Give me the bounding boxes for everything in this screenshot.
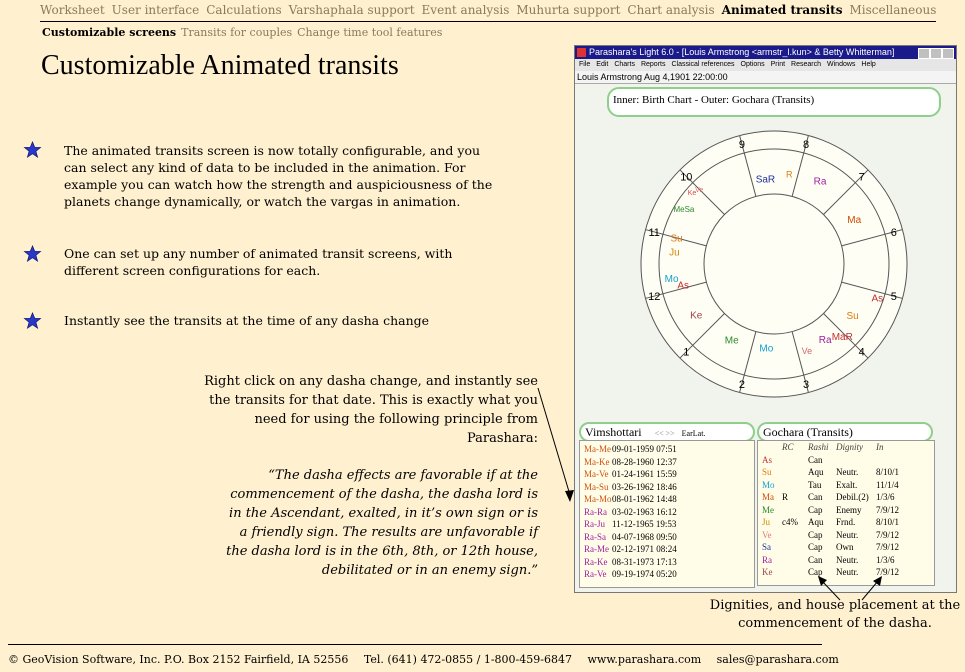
window-menubar: [575, 59, 956, 71]
menu-options[interactable]: Options: [740, 61, 765, 68]
house-number: 9: [738, 139, 745, 152]
gochara-cell-dg: Neutr.: [836, 467, 859, 477]
window-titlebar: [575, 46, 956, 59]
menu-research[interactable]: Research: [791, 61, 822, 68]
dasha-row[interactable]: [584, 456, 754, 469]
transit-planet-mar[interactable]: MaR: [831, 331, 853, 343]
subnav-item-change-time-tool-features[interactable]: Change time tool features: [297, 26, 443, 39]
chart-label: Inner: Birth Chart - Outer: Gochara (Transits): [613, 94, 815, 106]
gochara-cell-in: 1/3/6: [876, 554, 895, 565]
dasha-period: Ra-Ve: [584, 569, 607, 579]
footer-email-link[interactable]: sales@parashara.com: [716, 653, 839, 666]
dasha-date: 08-28-1960 12:37: [612, 456, 677, 467]
dasha-row[interactable]: [584, 493, 754, 506]
gochara-cell-r: Can: [808, 554, 823, 565]
nav-item-miscellaneous[interactable]: Miscellaneous: [849, 3, 937, 17]
house-number: 1: [683, 346, 690, 359]
maximize-icon[interactable]: [930, 48, 942, 59]
star-bullet-icon: [24, 141, 41, 158]
gochara-cell-in: 7/9/12: [876, 542, 900, 552]
star-bullet-icon: [24, 245, 41, 262]
gochara-row: [762, 541, 934, 554]
gochara-title: Gochara (Transits): [763, 425, 853, 439]
nav-item-chart-analysis[interactable]: Chart analysis: [627, 3, 715, 17]
house-number: 6: [890, 226, 897, 239]
dasha-date: 02-12-1971 08:24: [612, 544, 677, 554]
transit-planet-su[interactable]: Su: [670, 233, 683, 245]
dasha-period: Ma-Ve: [584, 469, 609, 479]
house-number: 7: [858, 171, 865, 184]
transit-planet-mesa[interactable]: MeSa: [673, 205, 695, 214]
sub-nav: [42, 26, 447, 39]
gochara-cell-p: Sa: [762, 542, 771, 552]
gochara-cell-r: Tau: [808, 479, 822, 490]
natal-planet-r[interactable]: R: [786, 169, 793, 180]
dasha-row[interactable]: [584, 506, 754, 519]
gochara-cell-r: Cap: [808, 529, 823, 540]
dasha-row[interactable]: [584, 518, 754, 531]
gochara-row: [762, 491, 934, 504]
menu-windows[interactable]: Windows: [827, 61, 856, 68]
star-bullet-icon: [24, 312, 41, 329]
gochara-cell-dg: Neutr.: [836, 567, 859, 577]
dasha-period: Ma-Me: [584, 444, 611, 454]
dasha-date: 09-01-1959 07:51: [612, 444, 677, 454]
vimshottari-title: Vimshottari: [585, 425, 642, 439]
house-number: 8: [803, 139, 810, 152]
dasha-period: Ma-Su: [584, 481, 609, 492]
gochara-row: [762, 554, 934, 567]
dasha-row[interactable]: [584, 531, 754, 544]
gochara-row: [762, 529, 934, 542]
dasha-date: 01-24-1961 15:59: [612, 469, 677, 479]
natal-planet-sar[interactable]: SaR: [755, 174, 776, 186]
house-number: 12: [648, 291, 661, 304]
window-body: [575, 84, 956, 592]
dignities-note: Dignities, and house placement at the commencement of the dasha.: [709, 598, 961, 631]
menu-help[interactable]: Help: [861, 61, 876, 68]
dasha-period: Ra-Sa: [584, 531, 606, 542]
gochara-row: [762, 516, 934, 529]
vimshottari-dasha-list: [579, 440, 755, 588]
menu-reports[interactable]: Reports: [640, 61, 666, 68]
bullet-text-configurable: The animated transits screen is now totally configurable, and you can select any kind of data to be included in the animation. For example you can watch how the strength and auspiciousness of the planets change dynamically, or watch the vargas in animation.: [64, 143, 493, 209]
gochara-cell-r: Cap: [808, 567, 823, 577]
menu-charts[interactable]: Charts: [614, 61, 635, 68]
dasha-row[interactable]: [584, 556, 754, 569]
gochara-cell-dg: Own: [836, 542, 854, 552]
dignity-arrows-icon: [800, 572, 890, 604]
nav-item-user-interface[interactable]: User interface: [111, 3, 200, 17]
natal-planet-ra[interactable]: Ra: [813, 176, 827, 188]
gochara-cell-p: Ra: [762, 554, 772, 565]
transit-planet-as[interactable]: As: [871, 293, 884, 305]
window-title: Parashara's Light 6.0 - [Louis Armstrong <armstr_l.kun> & Betty Whitterman]: [589, 47, 895, 57]
nav-item-calculations[interactable]: Calculations: [206, 3, 282, 17]
gochara-cell-r: Aqu: [808, 517, 824, 527]
house-number: 5: [890, 291, 897, 304]
gochara-cell-p: As: [762, 454, 773, 465]
gochara-cell-r: Cap: [808, 542, 823, 552]
natal-planet-ke[interactable]: Ke: [690, 310, 703, 322]
header-in: In: [876, 442, 884, 452]
gochara-cell-r: Can: [808, 454, 823, 465]
house-number: 3: [803, 378, 810, 391]
dasha-period: Ra-Ke: [584, 556, 608, 567]
gochara-cell-p: Ve: [762, 529, 772, 540]
dasha-row[interactable]: [584, 468, 754, 481]
dasha-arrow-icon: [520, 380, 580, 510]
minimize-icon[interactable]: [918, 48, 930, 59]
gochara-cell-in: 7/9/12: [876, 529, 900, 540]
gochara-cell-in: 7/9/12: [876, 567, 900, 577]
transit-planet-ve[interactable]: Ve: [695, 186, 704, 194]
gochara-cell-dg: Enemy: [836, 504, 862, 515]
dasha-mode-label: EarLat.: [681, 429, 706, 438]
nav-item-worksheet[interactable]: Worksheet: [40, 3, 105, 17]
menu-classical-references[interactable]: Classical references: [671, 61, 735, 68]
menu-print[interactable]: Print: [770, 61, 786, 68]
gochara-cell-dg: Neutr.: [836, 554, 859, 565]
nav-item-animated-transits[interactable]: Animated transits: [721, 3, 843, 17]
gochara-cell-r: Cap: [808, 504, 823, 515]
dasha-date: 03-26-1962 18:46: [612, 481, 677, 492]
gochara-column-headers: [762, 441, 934, 454]
subnav-item-transits-for-couples[interactable]: Transits for couples: [181, 26, 293, 39]
gochara-cell-p: Ju: [762, 517, 771, 527]
gochara-cell-rc: R: [782, 492, 789, 502]
gochara-row: [762, 479, 934, 492]
transit-planet-ju[interactable]: Ju: [669, 247, 680, 259]
gochara-cell-in: 8/10/1: [876, 517, 900, 527]
dasha-period: Ra-Ra: [584, 506, 607, 517]
parashara-quote: “The dasha effects are favorable if at the commencement of the dasha, the dasha lord is in the Ascendant, exalted, in it’s own sign or is a friendly sign. The results are unfavorable if the dasha lord is in the 6th, 8th, or 12th house, debilitated or in an enemy sign.”: [226, 468, 538, 578]
footer-divider: [8, 644, 822, 645]
gochara-cell-in: 7/9/12: [876, 504, 900, 515]
dasha-nav-arrows[interactable]: << >>: [654, 429, 675, 438]
gochara-cell-in: 11/1/4: [876, 479, 899, 490]
dasha-note: Right click on any dasha change, and instantly see the transits for that date. This is exactly what you need for using the following principle from Parashara:: [204, 374, 538, 446]
dasha-period: Ma-Ke: [584, 456, 610, 467]
dasha-row[interactable]: [584, 543, 754, 556]
transit-planet-ke[interactable]: Ke: [687, 190, 697, 198]
bullet-text-multiple-screens: One can set up any number of animated transit screens, with different screen configurations for each.: [64, 246, 453, 278]
house-number: 10: [680, 171, 693, 184]
house-number: 11: [648, 226, 660, 239]
gochara-cell-r: Aqu: [808, 467, 824, 477]
dasha-date: 08-31-1973 17:13: [612, 556, 677, 567]
footer-phone: Tel. (641) 472-0855 / 1-800-459-6847: [363, 653, 572, 666]
top-nav-divider: [40, 21, 936, 22]
gochara-cell-in: 8/10/1: [876, 467, 900, 477]
gochara-cell-r: Can: [808, 492, 823, 502]
natal-planet-mo[interactable]: Mo: [664, 274, 679, 286]
bullet-text-dasha-change: Instantly see the transits at the time of any dasha change: [64, 313, 430, 328]
nav-item-varshaphala-support[interactable]: Varshaphala support: [288, 3, 415, 17]
dasha-period: Ma-Mo: [584, 494, 612, 504]
transit-planet-su[interactable]: Su: [846, 311, 859, 323]
dasha-date: 04-07-1968 09:50: [612, 531, 677, 542]
dasha-date: 03-02-1963 16:12: [612, 506, 677, 517]
gochara-cell-p: Su: [762, 467, 772, 477]
transit-planet-mo[interactable]: Mo: [759, 343, 774, 355]
app-screenshot-window: [574, 45, 957, 593]
house-number: 4: [858, 346, 865, 359]
nav-item-muhurta-support[interactable]: Muhurta support: [516, 3, 621, 17]
gochara-cell-dg: Exalt.: [836, 479, 858, 490]
menu-edit[interactable]: Edit: [596, 61, 609, 68]
header-dignity: Dignity: [836, 442, 863, 452]
natal-planet-me[interactable]: Me: [724, 335, 739, 347]
dasha-date: 11-12-1965 19:53: [612, 519, 677, 529]
dasha-row[interactable]: [584, 443, 754, 456]
gochara-header: [757, 422, 933, 442]
dasha-row[interactable]: [584, 481, 754, 494]
dasha-date: 09-19-1974 05:20: [612, 569, 677, 579]
transit-planet-ra[interactable]: Ra: [818, 334, 832, 346]
gochara-cell-p: Ma: [762, 492, 774, 502]
vimshottari-header: [579, 422, 755, 442]
dasha-period: Ra-Me: [584, 544, 609, 554]
gochara-row: [762, 504, 934, 517]
natal-planet-ma[interactable]: Ma: [847, 215, 862, 227]
header-rc: RC: [782, 442, 794, 452]
transit-chart-wheel[interactable]: [575, 84, 956, 391]
nav-item-event-analysis[interactable]: Event analysis: [421, 3, 510, 17]
transit-planet-ve[interactable]: Ve: [801, 346, 813, 357]
gochara-row: [762, 466, 934, 479]
menu-file[interactable]: File: [579, 61, 591, 68]
page-title: Customizable Animated transits: [41, 50, 399, 81]
gochara-row: [762, 454, 934, 467]
header-rashi: Rashi: [808, 442, 829, 452]
gochara-cell-p: Ke: [762, 567, 773, 577]
dasha-date: 08-01-1962 14:48: [612, 494, 677, 504]
dasha-row[interactable]: [584, 568, 754, 581]
dasha-period: Ra-Ju: [584, 519, 605, 529]
top-nav: [40, 3, 943, 17]
subnav-item-customizable-screens[interactable]: Customizable screens: [42, 26, 177, 39]
app-icon: [577, 48, 586, 57]
footer: [8, 653, 851, 666]
gochara-cell-p: Mo: [762, 479, 775, 490]
natal-planet-as[interactable]: As: [677, 280, 690, 292]
chart-status-bar: Louis Armstrong Aug 4,1901 22:00:00: [575, 71, 956, 84]
footer-website-link[interactable]: www.parashara.com: [587, 653, 702, 666]
house-number: 2: [738, 378, 745, 391]
gochara-cell-rc: c4%: [782, 517, 798, 527]
close-icon[interactable]: [942, 48, 954, 59]
gochara-cell-dg: Neutr.: [836, 529, 859, 540]
gochara-transit-table: [757, 440, 935, 586]
gochara-cell-dg: Frnd.: [836, 517, 856, 527]
gochara-cell-dg: Debil.(2): [836, 492, 869, 502]
chart-label-pill: [607, 87, 941, 117]
gochara-cell-in: 1/3/6: [876, 492, 895, 502]
footer-company: © GeoVision Software, Inc. P.O. Box 2152 Fairfield, IA 52556: [8, 653, 349, 666]
gochara-cell-p: Me: [762, 504, 774, 515]
